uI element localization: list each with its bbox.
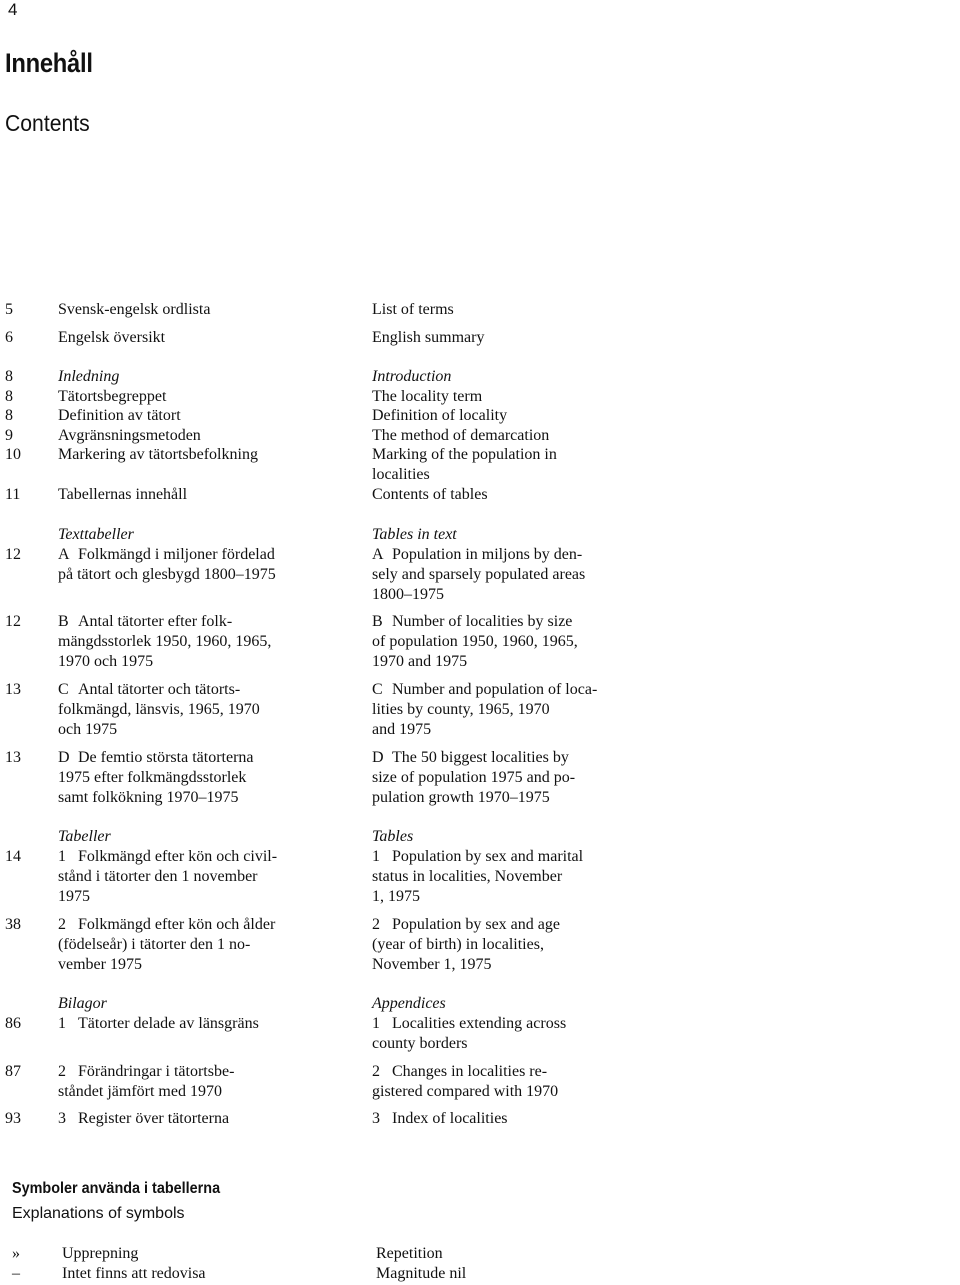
symbols-heading: Symboler använda i tabellerna	[12, 1180, 221, 1197]
page-title: Innehåll	[5, 48, 93, 78]
page-number: 4	[8, 0, 18, 19]
symbols-subheading: Explanations of symbols	[12, 1205, 185, 1222]
page-subtitle: Contents	[5, 110, 90, 136]
